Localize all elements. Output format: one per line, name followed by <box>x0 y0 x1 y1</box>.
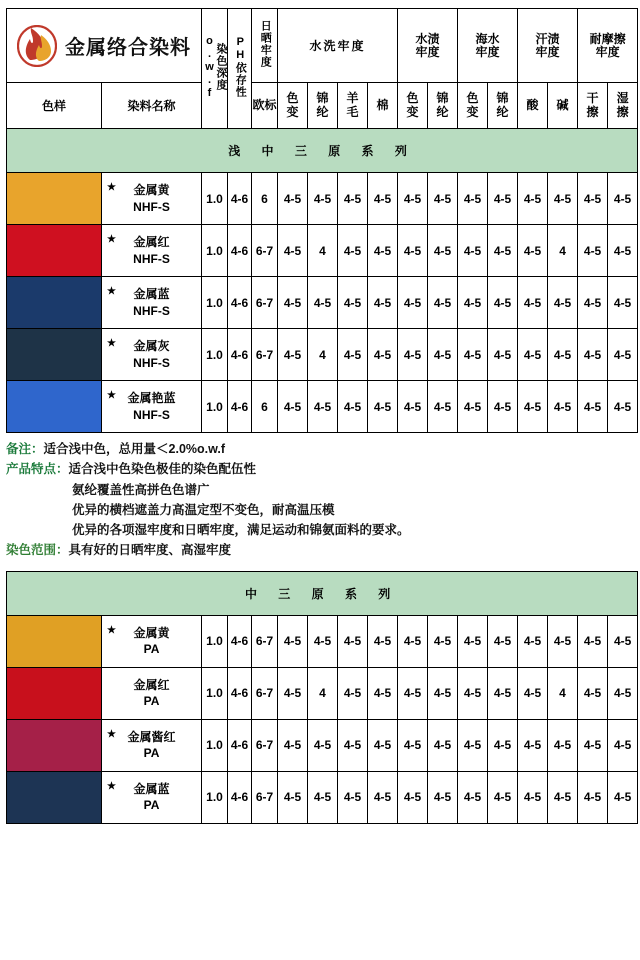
header-group-seawater: 海水 牢度 <box>458 9 518 83</box>
color-swatch <box>7 329 102 381</box>
cell-v8: 4-5 <box>518 329 548 381</box>
dye-name-line2: NHF-S <box>133 355 170 370</box>
cell-v5: 4-5 <box>428 225 458 277</box>
cell-ph: 4-6 <box>228 719 252 771</box>
cell-v2: 4-5 <box>338 329 368 381</box>
header-sub-sea-shade: 色 变 <box>458 83 488 129</box>
cell-light: 6-7 <box>252 277 278 329</box>
note-range-label: 染色范围： <box>6 543 69 558</box>
dye-name-line2: PA <box>143 798 160 812</box>
cell-v2: 4-5 <box>338 719 368 771</box>
cell-light: 6-7 <box>252 771 278 823</box>
dye-name-line2: NHF-S <box>133 251 170 266</box>
swatch-fill <box>7 381 101 432</box>
dye-name-line1: 金属黄 <box>133 183 170 198</box>
swatch-fill <box>7 277 101 328</box>
cell-v9: 4 <box>548 225 578 277</box>
dye-name-line1: 金属黄 <box>133 625 170 640</box>
cell-v11: 4-5 <box>608 719 638 771</box>
header-col-swatch: 色样 <box>7 83 102 129</box>
cell-v11: 4-5 <box>608 173 638 225</box>
header-ph-label: PH依存性 <box>234 36 247 98</box>
cell-v8: 4-5 <box>518 225 548 277</box>
dye-name-cell <box>102 329 202 381</box>
header-sub-persp-acid: 酸 <box>518 83 548 129</box>
cell-v4: 4-5 <box>398 381 428 433</box>
note-feature-2: 优异的横档遮盖力高温定型不变色，耐高温压模 <box>72 502 335 517</box>
cell-light: 6 <box>252 381 278 433</box>
cell-v4: 4-5 <box>398 277 428 329</box>
header-light-sub: 欧标 <box>252 83 278 129</box>
cell-v1: 4-5 <box>308 719 338 771</box>
cell-v4: 4-5 <box>398 173 428 225</box>
cell-v5: 4-5 <box>428 615 458 667</box>
cell-v3: 4-5 <box>368 173 398 225</box>
cell-v0: 4-5 <box>278 381 308 433</box>
cell-v0: 4-5 <box>278 719 308 771</box>
dye-name-line2: NHF-S <box>133 199 170 214</box>
note-feature-1: 氨纶覆盖性高拼色色谱广 <box>72 482 210 497</box>
header-col-name: 染料名称 <box>102 83 202 129</box>
cell-depth: 1.0 <box>202 225 228 277</box>
dye-fastness-table-2 <box>6 571 638 824</box>
note-feature-0: 适合浅中色染色极佳的染色配伍性 <box>68 462 257 477</box>
cell-v0: 4-5 <box>278 329 308 381</box>
cell-v6: 4-5 <box>458 381 488 433</box>
cell-v6: 4-5 <box>458 719 488 771</box>
star-icon: ★ <box>107 728 116 740</box>
header-row-groups <box>7 9 638 83</box>
header-sub-water-nylon: 锦 纶 <box>428 83 458 129</box>
cell-light: 6-7 <box>252 719 278 771</box>
swatch-fill <box>7 329 101 380</box>
cell-v4: 4-5 <box>398 771 428 823</box>
color-swatch <box>7 225 102 277</box>
cell-v9: 4-5 <box>548 771 578 823</box>
note-remark-label: 备注： <box>6 442 44 456</box>
cell-v5: 4-5 <box>428 173 458 225</box>
color-swatch <box>7 381 102 433</box>
cell-ph: 4-6 <box>228 225 252 277</box>
header-sub-water-shade: 色 变 <box>398 83 428 129</box>
dye-name-line2: PA <box>143 746 160 760</box>
cell-v1: 4-5 <box>308 381 338 433</box>
cell-v4: 4-5 <box>398 719 428 771</box>
cell-v9: 4 <box>548 667 578 719</box>
cell-v8: 4-5 <box>518 381 548 433</box>
note-range <box>6 540 634 560</box>
cell-v7: 4-5 <box>488 719 518 771</box>
cell-v4: 4-5 <box>398 225 428 277</box>
cell-v5: 4-5 <box>428 329 458 381</box>
cell-v1: 4-5 <box>308 615 338 667</box>
color-swatch <box>7 173 102 225</box>
header-sub-sea-nylon: 锦 纶 <box>488 83 518 129</box>
cell-v8: 4-5 <box>518 667 548 719</box>
note-remark-value: 适合浅中色，总用量＜2.0%o.w.f <box>43 442 226 456</box>
cell-v10: 4-5 <box>578 381 608 433</box>
cell-v7: 4-5 <box>488 667 518 719</box>
cell-v10: 4-5 <box>578 667 608 719</box>
dye-name-cell <box>102 667 202 719</box>
header-group-wash: 水洗牢度 <box>278 9 398 83</box>
dye-name-line2: PA <box>143 642 160 656</box>
dye-name-line1: 金属蓝 <box>133 287 170 302</box>
cell-v2: 4-5 <box>338 277 368 329</box>
cell-v8: 4-5 <box>518 771 548 823</box>
dye-name-line1: 金属红 <box>133 235 170 250</box>
cell-v0: 4-5 <box>278 173 308 225</box>
cell-v9: 4-5 <box>548 719 578 771</box>
cell-v11: 4-5 <box>608 329 638 381</box>
swatch-fill <box>7 225 101 276</box>
cell-v6: 4-5 <box>458 173 488 225</box>
cell-v10: 4-5 <box>578 277 608 329</box>
cell-v6: 4-5 <box>458 225 488 277</box>
table-row <box>7 615 638 667</box>
cell-v2: 4-5 <box>338 615 368 667</box>
dye-name-line1: 金属红 <box>133 677 170 692</box>
cell-depth: 1.0 <box>202 329 228 381</box>
star-icon: ★ <box>107 234 116 245</box>
cell-v3: 4-5 <box>368 615 398 667</box>
cell-v11: 4-5 <box>608 771 638 823</box>
cell-v11: 4-5 <box>608 615 638 667</box>
header-sub-rub-dry: 干 擦 <box>578 83 608 129</box>
cell-v9: 4-5 <box>548 615 578 667</box>
cell-v8: 4-5 <box>518 719 548 771</box>
brand-cell <box>7 9 202 83</box>
header-light <box>252 9 278 83</box>
cell-v5: 4-5 <box>428 719 458 771</box>
swatch-fill <box>7 668 101 719</box>
cell-v3: 4-5 <box>368 277 398 329</box>
dye-name-cell <box>102 381 202 433</box>
series-banner-2: 中 三 原 系 列 <box>7 571 638 615</box>
cell-ph: 4-6 <box>228 277 252 329</box>
cell-v3: 4-5 <box>368 225 398 277</box>
star-icon: ★ <box>107 286 116 297</box>
note-feature-3: 优异的各项湿牢度和日晒牢度，满足运动和锦氨面料的要求。 <box>72 523 410 537</box>
cell-v7: 4-5 <box>488 329 518 381</box>
swatch-fill <box>7 720 101 771</box>
cell-v2: 4-5 <box>338 173 368 225</box>
dye-name-line2: PA <box>143 694 160 708</box>
cell-v3: 4-5 <box>368 381 398 433</box>
cell-v6: 4-5 <box>458 667 488 719</box>
color-swatch <box>7 667 102 719</box>
cell-v10: 4-5 <box>578 329 608 381</box>
cell-v2: 4-5 <box>338 771 368 823</box>
table-row <box>7 381 638 433</box>
star-icon: ★ <box>107 390 116 401</box>
header-sub-wash-cotton: 棉 <box>368 83 398 129</box>
dye-name-line2: NHF-S <box>133 303 170 318</box>
cell-v11: 4-5 <box>608 225 638 277</box>
cell-depth: 1.0 <box>202 277 228 329</box>
cell-v0: 4-5 <box>278 225 308 277</box>
cell-v5: 4-5 <box>428 667 458 719</box>
cell-light: 6-7 <box>252 615 278 667</box>
header-light-label: 日晒牢度 <box>259 20 272 68</box>
cell-v5: 4-5 <box>428 381 458 433</box>
header-ph <box>228 9 252 129</box>
header-sub-wash-nylon: 锦 纶 <box>308 83 338 129</box>
cell-v3: 4-5 <box>368 329 398 381</box>
dye-name-line1: 金属灰 <box>133 339 170 354</box>
cell-light: 6-7 <box>252 329 278 381</box>
cell-ph: 4-6 <box>228 173 252 225</box>
cell-v3: 4-5 <box>368 771 398 823</box>
table-row <box>7 771 638 823</box>
cell-depth: 1.0 <box>202 667 228 719</box>
cell-v11: 4-5 <box>608 667 638 719</box>
dye-name-line1: 金属艳蓝 <box>127 391 176 406</box>
cell-v6: 4-5 <box>458 771 488 823</box>
color-swatch <box>7 277 102 329</box>
cell-v7: 4-5 <box>488 277 518 329</box>
cell-v10: 4-5 <box>578 173 608 225</box>
cell-v5: 4-5 <box>428 771 458 823</box>
series-banner-row-2 <box>7 571 638 615</box>
cell-v0: 4-5 <box>278 615 308 667</box>
cell-v7: 4-5 <box>488 615 518 667</box>
cell-ph: 4-6 <box>228 329 252 381</box>
swatch-fill <box>7 772 101 823</box>
cell-depth: 1.0 <box>202 381 228 433</box>
header-sub-rub-wet: 湿 擦 <box>608 83 638 129</box>
header-depth <box>202 9 228 129</box>
cell-light: 6 <box>252 173 278 225</box>
cell-v0: 4-5 <box>278 771 308 823</box>
cell-depth: 1.0 <box>202 615 228 667</box>
cell-v7: 4-5 <box>488 771 518 823</box>
table-row <box>7 719 638 771</box>
dye-name-cell <box>102 615 202 667</box>
cell-v10: 4-5 <box>578 719 608 771</box>
cell-v7: 4-5 <box>488 225 518 277</box>
series-banner-1: 浅 中 三 原 系 列 <box>7 129 638 173</box>
cell-v1: 4-5 <box>308 173 338 225</box>
cell-v2: 4-5 <box>338 225 368 277</box>
header-sub-wash-shade: 色 变 <box>278 83 308 129</box>
header-group-perspiration: 汗渍 牢度 <box>518 9 578 83</box>
color-swatch <box>7 771 102 823</box>
cell-ph: 4-6 <box>228 615 252 667</box>
dye-name-cell <box>102 719 202 771</box>
cell-v3: 4-5 <box>368 667 398 719</box>
notes-block <box>6 439 634 561</box>
swatch-fill <box>7 173 101 224</box>
cell-v8: 4-5 <box>518 277 548 329</box>
note-remark <box>6 439 634 459</box>
cell-v10: 4-5 <box>578 225 608 277</box>
cell-v4: 4-5 <box>398 667 428 719</box>
cell-ph: 4-6 <box>228 771 252 823</box>
cell-v6: 4-5 <box>458 277 488 329</box>
dye-name-cell <box>102 173 202 225</box>
cell-v9: 4-5 <box>548 173 578 225</box>
cell-ph: 4-6 <box>228 667 252 719</box>
dye-name-line2: NHF-S <box>133 407 170 422</box>
cell-v9: 4-5 <box>548 381 578 433</box>
series-banner-row-1 <box>7 129 638 173</box>
note-feature-1-line <box>6 480 634 500</box>
cell-v1: 4-5 <box>308 277 338 329</box>
cell-v4: 4-5 <box>398 615 428 667</box>
cell-v1: 4 <box>308 329 338 381</box>
cell-v1: 4 <box>308 667 338 719</box>
cell-v7: 4-5 <box>488 381 518 433</box>
cell-light: 6-7 <box>252 225 278 277</box>
cell-v3: 4-5 <box>368 719 398 771</box>
cell-v0: 4-5 <box>278 667 308 719</box>
cell-v1: 4 <box>308 225 338 277</box>
star-icon: ★ <box>107 624 116 636</box>
star-icon: ★ <box>107 780 116 792</box>
note-feature-3-line <box>6 520 634 540</box>
dye-name-cell <box>102 277 202 329</box>
cell-v0: 4-5 <box>278 277 308 329</box>
table-row <box>7 277 638 329</box>
cell-v8: 4-5 <box>518 615 548 667</box>
cell-v2: 4-5 <box>338 667 368 719</box>
header-group-rubbing: 耐摩擦 牢度 <box>578 9 638 83</box>
header-group-water: 水渍 牢度 <box>398 9 458 83</box>
table-row <box>7 173 638 225</box>
cell-v2: 4-5 <box>338 381 368 433</box>
cell-v11: 4-5 <box>608 277 638 329</box>
cell-v6: 4-5 <box>458 329 488 381</box>
dye-name-line1: 金属蓝 <box>133 781 170 796</box>
header-row-subs <box>7 83 638 129</box>
star-icon: ★ <box>107 182 116 193</box>
cell-light: 6-7 <box>252 667 278 719</box>
color-swatch <box>7 615 102 667</box>
header-depth-label: 染色深度 o.w.f <box>203 34 228 100</box>
table-row <box>7 667 638 719</box>
cell-v6: 4-5 <box>458 615 488 667</box>
color-swatch <box>7 719 102 771</box>
cell-v10: 4-5 <box>578 771 608 823</box>
header-sub-persp-alkali: 碱 <box>548 83 578 129</box>
table-row <box>7 329 638 381</box>
dye-fastness-table-1 <box>6 8 638 433</box>
header-sub-wash-wool: 羊 毛 <box>338 83 368 129</box>
brand-title: 金属络合染料 <box>65 37 191 59</box>
cell-v9: 4-5 <box>548 329 578 381</box>
note-features-label: 产品特点： <box>6 462 69 477</box>
swatch-fill <box>7 616 101 667</box>
cell-v7: 4-5 <box>488 173 518 225</box>
note-feature-2-line <box>6 500 634 520</box>
dye-name-cell <box>102 225 202 277</box>
cell-v10: 4-5 <box>578 615 608 667</box>
dye-name-cell <box>102 771 202 823</box>
note-features-first <box>6 459 634 479</box>
dye-name-line1: 金属酱红 <box>127 729 176 744</box>
cell-v1: 4-5 <box>308 771 338 823</box>
cell-v4: 4-5 <box>398 329 428 381</box>
cell-v11: 4-5 <box>608 381 638 433</box>
star-icon: ★ <box>107 338 116 349</box>
table-row <box>7 225 638 277</box>
cell-depth: 1.0 <box>202 719 228 771</box>
cell-ph: 4-6 <box>228 381 252 433</box>
note-range-value: 具有好的日晒牢度、高湿牢度 <box>68 543 232 558</box>
cell-v8: 4-5 <box>518 173 548 225</box>
flame-logo-icon <box>17 25 57 67</box>
cell-v9: 4-5 <box>548 277 578 329</box>
cell-depth: 1.0 <box>202 771 228 823</box>
cell-depth: 1.0 <box>202 173 228 225</box>
cell-v5: 4-5 <box>428 277 458 329</box>
